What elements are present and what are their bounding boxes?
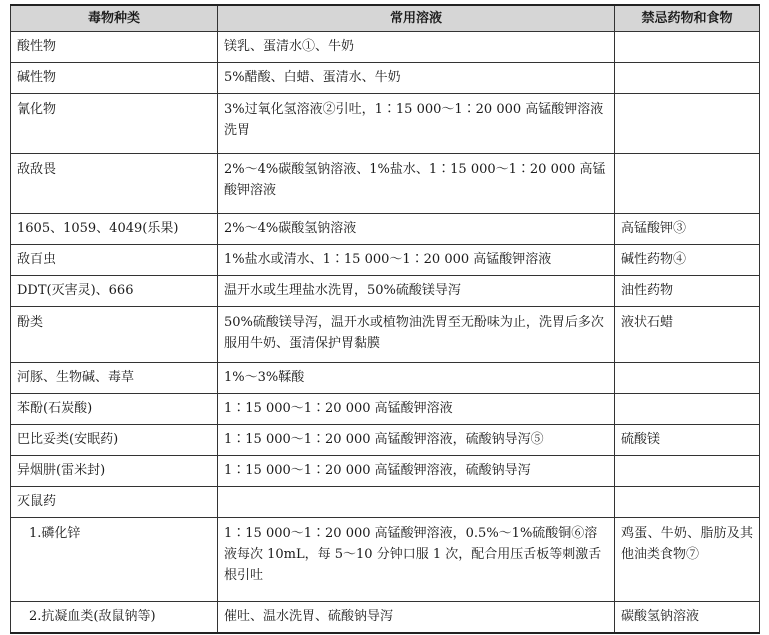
poison-type-cell: 2.抗凝血类(敌鼠钠等) (11, 602, 218, 634)
forbidden-cell: 硫酸镁 (615, 425, 760, 456)
poison-type-cell: 酸性物 (11, 32, 218, 63)
solution-cell: 温开水或生理盐水洗胃，50%硫酸镁导泻 (218, 276, 615, 307)
poison-type-cell: 碱性物 (11, 63, 218, 94)
solution-cell: 1∶15 000～1∶20 000 高锰酸钾溶液 (218, 394, 615, 425)
forbidden-cell: 碳酸氢钠溶液 (615, 602, 760, 634)
forbidden-cell (615, 63, 760, 94)
poison-type-cell: DDT(灭害灵)、666 (11, 276, 218, 307)
header-forbidden: 禁忌药物和食物 (615, 5, 760, 32)
solution-cell: 1%盐水或清水、1∶15 000～1∶20 000 高锰酸钾溶液 (218, 245, 615, 276)
solution-cell: 1∶15 000～1∶20 000 高锰酸钾溶液，硫酸钠导泻 (218, 456, 615, 487)
table-row (11, 32, 760, 63)
table-row (11, 487, 760, 518)
poison-type-cell: 河豚、生物碱、毒草 (11, 363, 218, 394)
header-row (11, 5, 760, 32)
forbidden-cell (615, 456, 760, 487)
table-row (11, 394, 760, 425)
solution-cell: 2%～4%碳酸氢钠溶液、1%盐水、1∶15 000～1∶20 000 高锰酸钾溶液 (218, 154, 615, 214)
table-row (11, 602, 760, 634)
poison-type-cell: 1605、1059、4049(乐果) (11, 214, 218, 245)
forbidden-cell (615, 32, 760, 63)
poison-type-cell: 敌百虫 (11, 245, 218, 276)
poison-antidote-table (10, 4, 760, 634)
forbidden-cell (615, 487, 760, 518)
poison-type-cell: 巴比妥类(安眠药) (11, 425, 218, 456)
poison-type-cell: 1.磷化锌 (11, 518, 218, 602)
solution-cell: 5%醋酸、白蜡、蛋清水、牛奶 (218, 63, 615, 94)
table-row (11, 63, 760, 94)
solution-cell: 50%硫酸镁导泻，温开水或植物油洗胃至无酚味为止，洗胃后多次服用牛奶、蛋清保护胃黏膜 (218, 307, 615, 363)
forbidden-cell: 鸡蛋、牛奶、脂肪及其他油类食物⑦ (615, 518, 760, 602)
forbidden-cell (615, 154, 760, 214)
solution-cell: 1%～3%鞣酸 (218, 363, 615, 394)
table-row (11, 363, 760, 394)
solution-cell: 催吐、温水洗胃、硫酸钠导泻 (218, 602, 615, 634)
solution-cell: 镁乳、蛋清水①、牛奶 (218, 32, 615, 63)
table-row (11, 94, 760, 154)
table-row (11, 456, 760, 487)
poison-type-cell: 敌敌畏 (11, 154, 218, 214)
table-row (11, 518, 760, 602)
forbidden-cell (615, 394, 760, 425)
poison-type-cell: 异烟肼(雷米封) (11, 456, 218, 487)
solution-cell: 1∶15 000～1∶20 000 高锰酸钾溶液，0.5%～1%硫酸铜⑥溶液每次 10mL，每 5～10 分钟口服 1 次，配合用压舌板等刺激舌根引吐 (218, 518, 615, 602)
forbidden-cell: 液状石蜡 (615, 307, 760, 363)
forbidden-cell (615, 94, 760, 154)
poison-type-cell: 苯酚(石炭酸) (11, 394, 218, 425)
solution-cell: 3%过氧化氢溶液②引吐，1∶15 000～1∶20 000 高锰酸钾溶液洗胃 (218, 94, 615, 154)
table-row (11, 276, 760, 307)
header-solution: 常用溶液 (218, 5, 615, 32)
forbidden-cell (615, 363, 760, 394)
table-row (11, 154, 760, 214)
table-row (11, 245, 760, 276)
solution-cell (218, 487, 615, 518)
table-row (11, 425, 760, 456)
header-poison-type: 毒物种类 (11, 5, 218, 32)
forbidden-cell: 高锰酸钾③ (615, 214, 760, 245)
table-row (11, 214, 760, 245)
forbidden-cell: 油性药物 (615, 276, 760, 307)
poison-type-cell: 酚类 (11, 307, 218, 363)
poison-type-cell: 氰化物 (11, 94, 218, 154)
forbidden-cell: 碱性药物④ (615, 245, 760, 276)
poison-type-cell: 灭鼠药 (11, 487, 218, 518)
solution-cell: 1∶15 000～1∶20 000 高锰酸钾溶液，硫酸钠导泻⑤ (218, 425, 615, 456)
table-row (11, 307, 760, 363)
solution-cell: 2%～4%碳酸氢钠溶液 (218, 214, 615, 245)
